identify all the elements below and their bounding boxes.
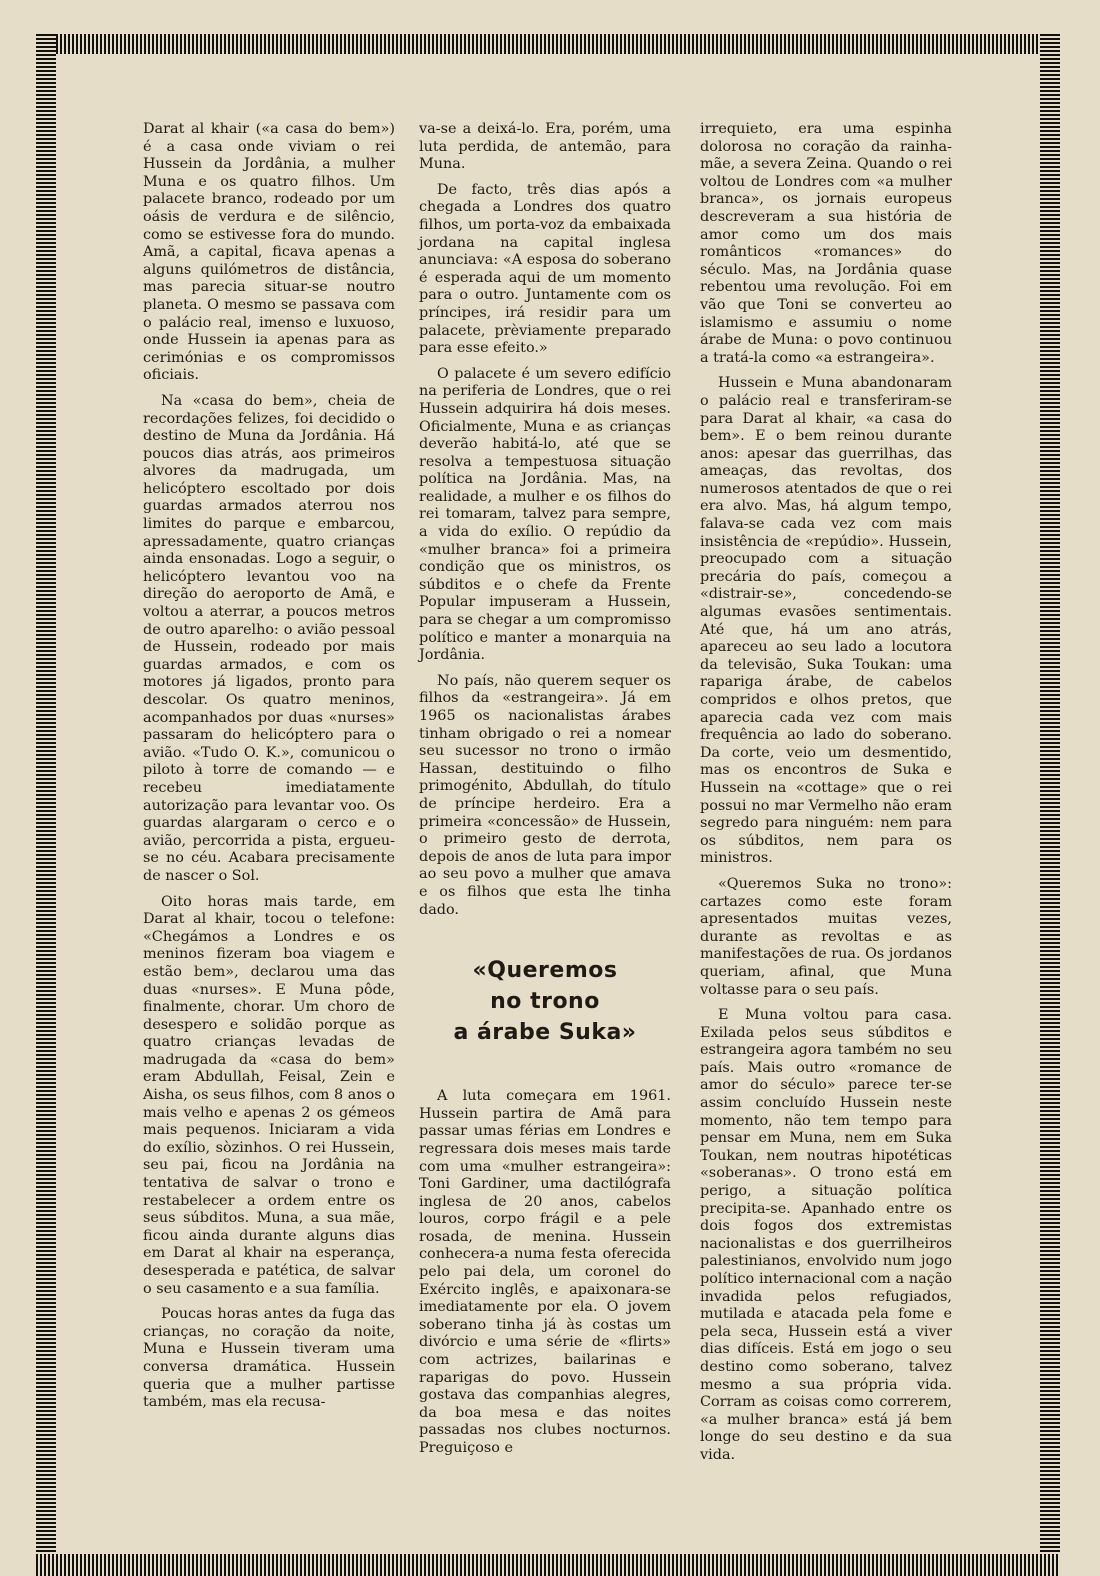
decorative-border-left <box>36 34 56 1576</box>
paragraph: Darat al khair («a casa do bem») é a casa onde viviam o rei Hussein da Jordânia, a mulher Muna e os quatro filhos. Um palacete branco, rodeado por um oásis de verdura e de silêncio, como se estivesse fora do mundo. Amã, a capital, ficava apenas a alguns quilómetros de distância, mas parecia situar-se noutro planeta. O mesmo se passava com o palácio real, imenso e luxuoso, onde Hussein ia apenas para as cerimónias e os compromissos oficiais. <box>143 121 395 384</box>
paragraph: Na «casa do bem», cheia de recordações felizes, foi decidido o destino de Muna da Jordânia. Há poucos dias atrás, aos primeiros alvores da madrugada, um helicóptero escoltado por dois guardas armados aterrou nos limites do parque e embarcou, apressadamente, quatro crianças ainda ensonadas. Logo a seguir, o helicóptero levantou voo na direção do aeroporto de Amã, e voltou a aterrar, a poucos metros de outro aparelho: o avião pessoal de Hussein, rodeado por mais guardas armados, e com os motores já ligados, pronto para descolar. Os quatro meninos, acompanhados por duas «nurses» passaram do helicóptero para o avião. «Tudo O. K.», comunicou o piloto à torre de comando — e recebeu imediatamente autorização para levantar voo. Os guardas alargaram o cerco e o avião, percorrida a pista, ergueu-se no céu. Acabara precisamente de nascer o Sol. <box>143 392 395 884</box>
paragraph: Oito horas mais tarde, em Darat al khair, tocou o telefone: «Chegámos a Londres e os meninos fizeram boa viagem e estão bem», declarou uma das duas «nurses». E Muna pôde, finalmente, chorar. Um choro de desespero e solidão porque as quatro crianças levadas de madrugada da «casa do bem» eram Abdullah, Feisal, Zein e Aisha, os seus filhos, com 8 anos o mais velho e apenas 2 os gémeos mais pequenos. Iniciaram a vida do exílio, sòzinhos. O rei Hussein, seu pai, ficou na Jordânia na tentativa de salvar o trono e restabelecer a ordem entre os seus súbditos. Muna, a sua mãe, ficou ainda durante alguns dias em Darat al khair na esperança, desesperada e patética, de salvar o seu casamento e a sua família. <box>143 893 395 1297</box>
article-column-3 <box>700 121 952 1473</box>
paragraph: irrequieto, era uma espinha dolorosa no coração da rainha-mãe, a severa Zeina. Quando o rei voltou de Londres com «a mulher branca», os jornais europeus descreveram a sua história de amor como um dos mais românticos «romances» do século. Mas, na Jordânia quase rebentou uma revolução. Foi em vão que Toni se converteu ao islamismo e assumiu o nome árabe de Muna: o povo continuou a tratá-la como «a estrangeira». <box>700 121 952 366</box>
section-heading <box>419 955 671 1048</box>
decorative-border-bottom <box>36 1554 1060 1576</box>
decorative-border-right <box>1040 34 1060 1576</box>
paragraph: Hussein e Muna abandonaram o palácio real e transferiram-se para Darat al khair, «a casa do bem». E o bem reinou durante anos: apesar das guerrilhas, das ameaças, das revoltas, dos numerosos atentados de que o rei era alvo. Mas, há algum tempo, falava-se cada vez com mais insistência de «repúdio». Hussein, preocupado com a situação precária do país, começou a «distrair-se», concedendo-se algumas evasões sentimentais. Até que, há um ano atrás, apareceu ao seu lado a locutora da televisão, Suka Toukan: uma rapariga árabe, de cabelos compridos e olhos pretos, que aparecia cada vez com mais frequência ao lado do soberano. Da corte, veio um desmentido, mas os encontros de Suka e Hussein na «cottage» que o rei possui no mar Vermelho não eram segredo para ninguém: nem para os súbditos, nem para os ministros. <box>700 375 952 867</box>
heading-line: no trono <box>490 989 600 1015</box>
paragraph: No país, não querem sequer os filhos da «estrangeira». Já em 1965 os nacionalistas árabes tinham obrigado o rei a nomear seu sucessor no trono o irmão Hassan, destituindo o filho primogénito, Abdullah, do título de príncipe herdeiro. Era a primeira «concessão» de Hussein, o primeiro gesto de derrota, depois de anos de luta para impor ao seu povo a mulher que amava e os filhos que esta lhe tinha dado. <box>419 672 671 918</box>
paragraph: De facto, três dias após a chegada a Londres dos quatro filhos, um porta-voz da embaixada jordana na capital inglesa anunciava: «A esposa do soberano é esperada aqui de um momento para o outro. Juntamente com os príncipes, irá residir para um palacete, prèviamente preparado para esse efeito.» <box>419 181 671 357</box>
paragraph: E Muna voltou para casa. Exilada pelos seus súbditos e estrangeira agora também no seu país. Mais outro «romance de amor do século» parece ter-se assim concluído Hussein neste momento, não tem tempo para pensar em Muna, nem em Suka Toukan, nem noutras hipotéticas «soberanas». O trono está em perigo, a situação política precipita-se. Apanhado entre os dois fogos dos extremistas nacionalistas e dos guerrilheiros palestinianos, envolvido num jogo político internacional com a nação invadida pelos refugiados, mutilada e atacada pela fome e pela seca, Hussein está a viver dias difíceis. Está em jogo o seu destino como soberano, talvez mesmo a sua própria vida. Corram as coisas como correrem, «a mulher branca» está já bem longe do seu destino e da sua vida. <box>700 1007 952 1463</box>
paragraph: va-se a deixá-lo. Era, porém, uma luta perdida, de antemão, para Muna. <box>419 121 671 173</box>
paragraph: Poucas horas antes da fuga das crianças, no coração da noite, Muna e Hussein tiveram uma conversa dramática. Hussein queria que a mulher partisse também, mas ela recusa- <box>143 1306 395 1411</box>
article-column-2 <box>419 121 671 1466</box>
paragraph: «Queremos Suka no trono»: cartazes como este foram apresentados muitas vezes, durante as revoltas e as manifestações de rua. Os jordanos queriam, afinal, que Muna voltasse para o seu país. <box>700 875 952 998</box>
heading-line: a árabe Suka» <box>453 1020 637 1046</box>
paragraph: O palacete é um severo edifício na periferia de Londres, que o rei Hussein adquirira há dois meses. Oficialmente, Muna e as crianças deverão habitá-lo, até que se resolva a tempestuosa situação política na Jordânia. Mas, na realidade, a mulher e os filhos do rei tomaram, talvez para sempre, a vida do exílio. O repúdio da «mulher branca» foi a primeira condição que os ministros, os súbditos e o chefe da Frente Popular impuseram a Hussein, para se chegar a um compromisso político e manter a monarquia na Jordânia. <box>419 365 671 664</box>
article-column-1 <box>143 121 395 1420</box>
paragraph: A luta começara em 1961. Hussein partira de Amã para passar umas férias em Londres e regressara dois meses mais tarde com uma «mulher estrangeira»: Toni Gardiner, uma dactilógrafa inglesa de 20 anos, cabelos louros, corpo frágil e a pele rosada, de menina. Hussein conhecera-a numa festa oferecida pelo pai dela, um coronel do Exército inglês, e apaixonara-se imediatamente por ela. O jovem soberano tinha já às costas um divórcio e uma série de «flirts» com actrizes, bailarinas e raparigas do povo. Hussein gostava das companhias alegres, da boa mesa e das noites passadas nos clubes nocturnos. Preguiçoso e <box>419 1088 671 1456</box>
heading-line: «Queremos <box>472 958 618 984</box>
decorative-border-top <box>36 34 1060 54</box>
